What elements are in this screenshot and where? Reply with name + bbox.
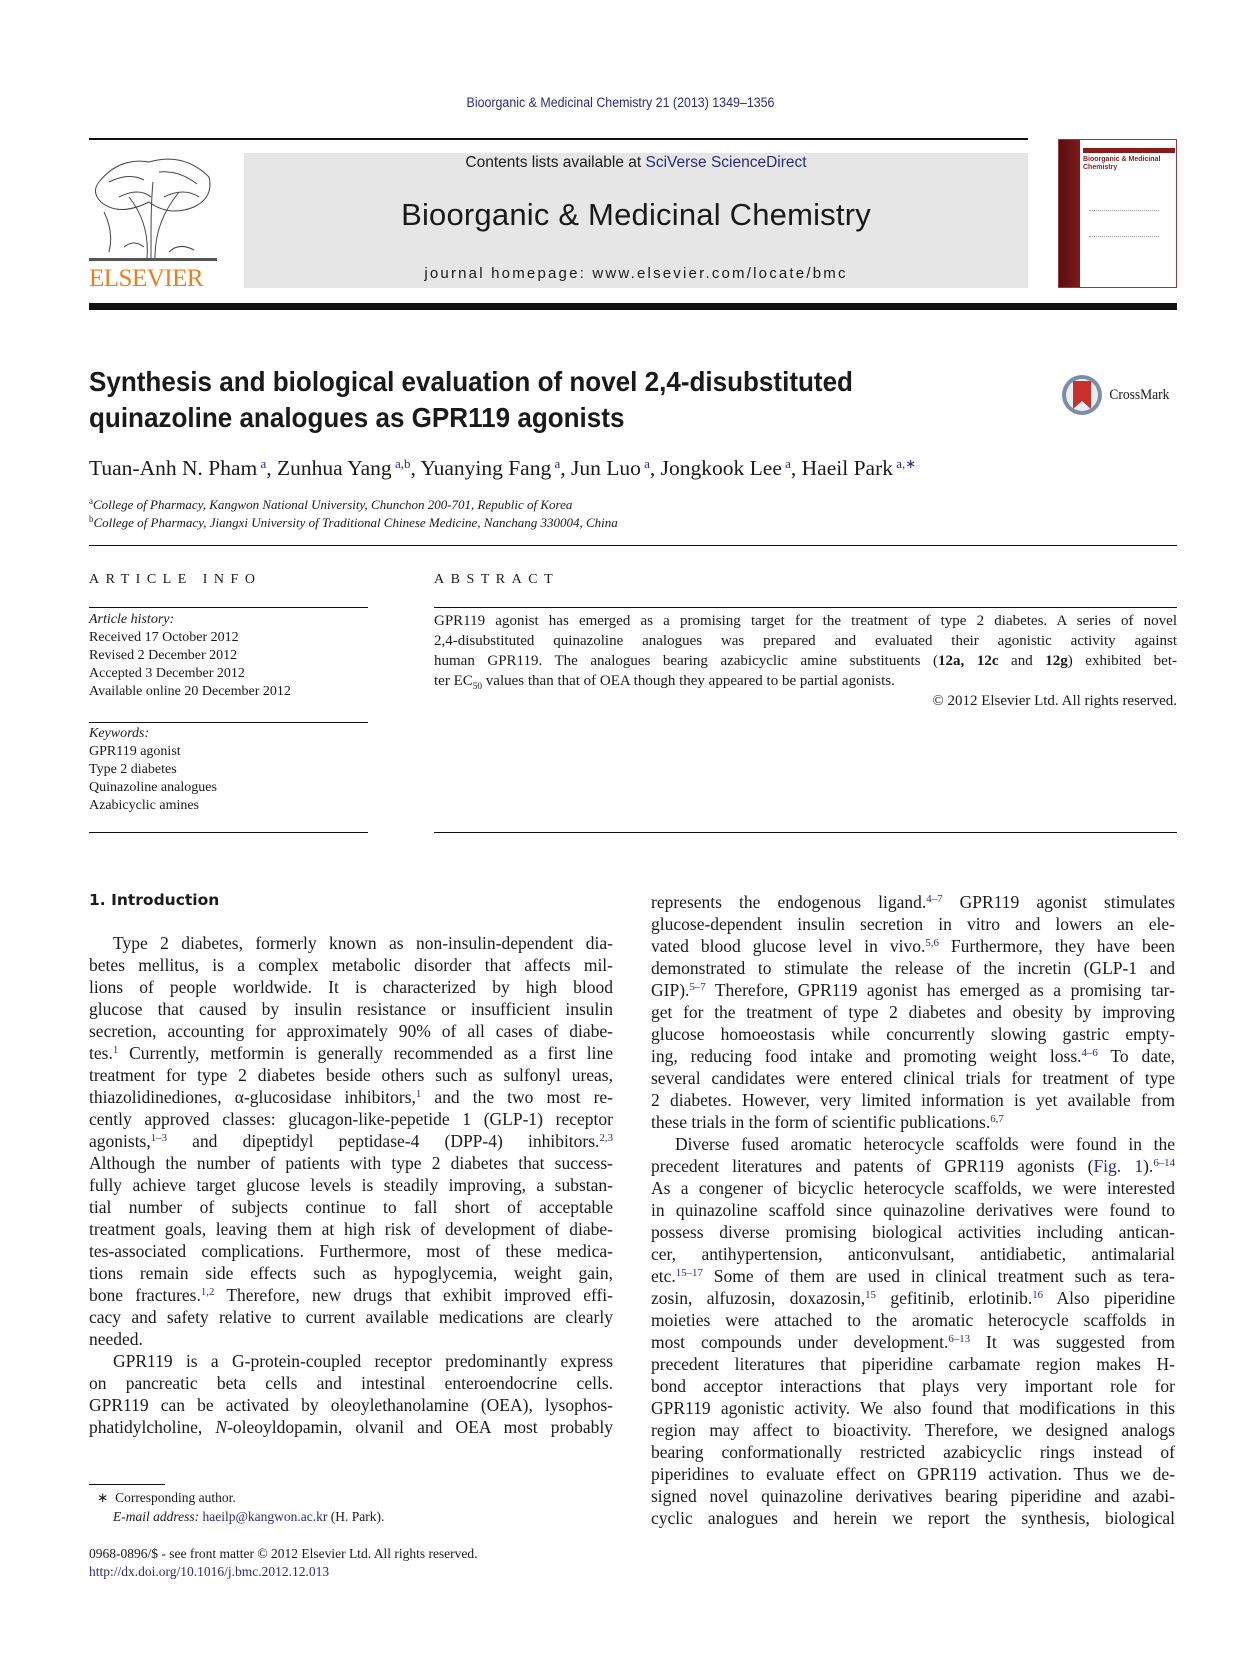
text-line: [89, 1284, 613, 1306]
text-run: As a congener of bicyclic heterocycle scaffolds, we were interested: [651, 1178, 1175, 1198]
text-run: ter EC: [434, 673, 473, 689]
text-line: [89, 1240, 613, 1262]
text-line: [651, 1331, 1175, 1353]
text-run: GPR119 agonist stimulates: [942, 892, 1175, 912]
elsevier-tree-logo: [89, 152, 217, 269]
text-line: [89, 1350, 613, 1372]
text-run: needed.: [89, 1329, 143, 1349]
affiliation-text: College of Pharmacy, Kangwon National University, Chunchon 200-701, Republic of Korea: [93, 497, 573, 512]
citation-ref[interactable]: 1: [415, 1088, 422, 1101]
text-run: precedent literatures that piperidine carbamate region makes H-: [651, 1354, 1175, 1374]
front-matter: 0968-0896/$ - see front matter © 2012 Elsevier Ltd. All rights reserved.: [89, 1546, 478, 1561]
text-run: ).: [1143, 1156, 1154, 1176]
text-line: [651, 913, 1175, 935]
citation-ref[interactable]: 1–3: [150, 1132, 168, 1145]
citation-ref[interactable]: 1,2: [200, 1286, 215, 1299]
text-line: [89, 1064, 613, 1086]
text-line: [651, 1023, 1175, 1045]
divider: [434, 607, 1177, 608]
italic-run: N: [215, 1417, 228, 1437]
paragraph: [651, 1133, 1175, 1529]
text-line: [434, 671, 1177, 691]
text-run: glucose-dependent insulin secretion in vitro and lowers an ele-: [651, 914, 1175, 934]
text-run: in quinazoline scaffold since quinazoline derivatives were found to: [651, 1200, 1175, 1220]
text-run: zosin, alfuzosin, doxazosin,: [651, 1288, 866, 1308]
keyword: Quinazoline analogues: [89, 780, 217, 795]
text-run: cyclic analogues and herein we report the synthesis, biological: [651, 1508, 1175, 1528]
text-run: and dipeptidyl peptidase-4 (DPP-4) inhibitors.: [167, 1131, 600, 1151]
affiliation-a: [89, 497, 572, 513]
history-online: Available online 20 December 2012: [89, 684, 291, 699]
text-line: [89, 1020, 613, 1042]
elsevier-wordmark: ELSEVIER: [89, 265, 204, 292]
citation-ref[interactable]: 15–17: [675, 1267, 703, 1280]
text-line: [651, 1309, 1175, 1331]
journal-cover-image: [1058, 139, 1177, 288]
author-affiliation-mark[interactable]: a: [781, 455, 791, 471]
separator: ,: [410, 456, 421, 480]
text-line: [89, 1262, 613, 1284]
text-line: [89, 1394, 613, 1416]
article-history: [89, 611, 291, 701]
text-run: thiazolidinediones, α-glucosidase inhibitors,: [89, 1087, 416, 1107]
compound-id: 12a, 12c: [938, 653, 999, 669]
contents-available: [244, 154, 1028, 172]
text-run: bone fractures.: [89, 1285, 201, 1305]
text-line: [651, 1265, 1175, 1287]
text-run: values than that of OEA though they appeared to be partial agonists.: [482, 673, 895, 689]
text-run: Therefore, new drugs that exhibit improved effi-: [214, 1285, 613, 1305]
text-line: [651, 1287, 1175, 1309]
author-affiliation-mark[interactable]: a,b: [391, 455, 411, 471]
text-line: [651, 1133, 1175, 1155]
text-run: Diverse fused aromatic heterocycle scaffolds were found in the: [675, 1134, 1175, 1154]
keyword: Azabicyclic amines: [89, 798, 200, 813]
text-run: treatment for type 2 diabetes beside others such as sulfonyl ureas,: [89, 1065, 613, 1085]
journal-title: Bioorganic & Medicinal Chemistry: [401, 197, 871, 232]
text-run: Therefore, GPR119 agonist has emerged as a promising tar-: [705, 980, 1175, 1000]
paragraph: [89, 932, 613, 1350]
text-line: [434, 631, 1177, 651]
text-line: [651, 1463, 1175, 1485]
subscript: 50: [472, 682, 483, 692]
text-run: Type 2 diabetes, formerly known as non-insulin-dependent dia-: [113, 933, 613, 953]
citation-ref[interactable]: 4–6: [1081, 1047, 1098, 1060]
divider: [89, 607, 368, 608]
text-run: Currently, metformin is generally recommended as a first line: [118, 1043, 613, 1063]
text-line: [651, 1177, 1175, 1199]
text-run: tes.: [89, 1043, 113, 1063]
text-line: [434, 651, 1177, 671]
abstract-body: [434, 611, 1177, 711]
text-line: [89, 998, 613, 1020]
text-run: agonists,: [89, 1131, 151, 1151]
keyword: GPR119 agonist: [89, 744, 181, 759]
paragraph: [651, 891, 1175, 1133]
text-run: GIP).: [651, 980, 690, 1000]
crossmark-label: CrossMark: [1109, 386, 1170, 403]
author-name: Jongkook Lee: [660, 456, 782, 480]
text-run: lions of people worldwide. It is characterized by high blood: [89, 977, 613, 997]
text-line: [651, 935, 1175, 957]
affiliation-mark: a: [89, 496, 93, 507]
text-run: tions remain side effects such as hypoglycemia, weight gain,: [89, 1263, 613, 1283]
text-line: [651, 1485, 1175, 1507]
text-line: [651, 1419, 1175, 1441]
right-column: [651, 891, 1175, 1529]
text-run: Also piperidine: [1043, 1288, 1176, 1308]
text-line: [89, 1196, 613, 1218]
text-run: region may affect to bioactivity. Therefore, we designed analogs: [651, 1420, 1175, 1440]
title-line-1: Synthesis and biological evaluation of novel 2,4-disubstituted: [89, 366, 853, 397]
text-run: GPR119 is a G-protein-coupled receptor predominantly express: [113, 1351, 613, 1371]
text-run: ing, reducing food intake and promoting weight loss.: [651, 1046, 1082, 1066]
text-run: 2 diabetes. However, very limited information is yet available from: [651, 1090, 1175, 1110]
citation-ref[interactable]: 4–7: [926, 893, 943, 906]
citation-ref[interactable]: 15: [865, 1289, 876, 1302]
text-run: precedent literatures and patents of GPR119 agonists (: [651, 1156, 1094, 1176]
text-run: cacy and safety relative to current available medications are clearly: [89, 1307, 613, 1327]
cover-title: Bioorganic & Medicinal Chemistry: [1083, 156, 1161, 171]
text-run: these trials in the form of scientific publications.: [651, 1112, 991, 1132]
text-run: cer, antihypertension, anticonvulsant, antidiabetic, antimalarial: [651, 1244, 1175, 1264]
text-line: [651, 891, 1175, 913]
history-accepted: Accepted 3 December 2012: [89, 666, 245, 681]
text-line: [89, 932, 613, 954]
text-line: [89, 1086, 613, 1108]
corresponding-footnote: [97, 1488, 236, 1507]
text-run: piperidines to evaluate effect on GPR119 activation. Thus we de-: [651, 1464, 1175, 1484]
history-label: Article history:: [89, 612, 175, 627]
text-line: [434, 611, 1177, 631]
text-line: [651, 1067, 1175, 1089]
header-thick-rule: [89, 303, 1177, 310]
email-link[interactable]: haeilp@kangwon.ac.kr: [202, 1509, 328, 1524]
citation-ref[interactable]: 2,3: [599, 1132, 613, 1145]
text-run: signed novel quinazoline derivatives bearing piperidine and azabi-: [651, 1486, 1175, 1506]
abstract-text: [434, 611, 1177, 691]
separator: ,: [266, 456, 278, 480]
text-run: glucose that caused by insulin resistance or insufficient insulin: [89, 999, 613, 1019]
cover-molecule-graphic: [1089, 210, 1159, 237]
journal-citation[interactable]: Bioorganic & Medicinal Chemistry 21 (2013) 1349–1356: [466, 95, 775, 110]
text-line: [89, 1174, 613, 1196]
text-run: Furthermore, they have been: [938, 936, 1175, 956]
text-run: most compounds under development.: [651, 1332, 949, 1352]
separator: ,: [790, 456, 802, 480]
citation-ref[interactable]: 6–13: [948, 1333, 971, 1346]
citation-ref[interactable]: 6–14: [1153, 1157, 1175, 1170]
text-run: get for the treatment of type 2 diabetes and obesity by improving: [651, 1002, 1175, 1022]
text-run: GPR119 can be activated by oleoylethanolamine (OEA), lysophos-: [89, 1395, 613, 1415]
text-run: ) exhibited bet-: [1067, 653, 1177, 669]
text-run: tes-associated complications. Furthermore, most of these medica-: [89, 1241, 613, 1261]
text-run: 2,4-disubstituted quinazoline analogues was prepared and evaluated their agonistic activity against: [434, 633, 1177, 649]
text-run: betes mellitus, is a complex metabolic disorder that affects mil-: [89, 955, 613, 975]
journal-banner: [244, 153, 1028, 288]
text-line: [651, 957, 1175, 979]
text-line: [89, 954, 613, 976]
paragraph: [89, 1350, 613, 1438]
text-line: [651, 1397, 1175, 1419]
text-line: [89, 1372, 613, 1394]
text-line: [651, 979, 1175, 1001]
footnote-rule: [89, 1484, 165, 1485]
text-run: secretion, accounting for approximately 90% of all cases of diabe-: [89, 1021, 613, 1041]
text-line: [651, 1089, 1175, 1111]
text-run: GPR119 agonistic activity. We also found that modifications in this: [651, 1398, 1175, 1418]
text-line: [651, 1375, 1175, 1397]
keywords-label: Keywords:: [89, 726, 150, 741]
asterisk: ∗: [97, 1490, 109, 1505]
title-line-2: quinazoline analogues as GPR119 agonists: [89, 402, 625, 433]
text-run: represents the endogenous ligand.: [651, 892, 927, 912]
corresponding-text: Corresponding author.: [115, 1490, 236, 1505]
email-suffix: (H. Park).: [327, 1509, 385, 1524]
text-line: [89, 1306, 613, 1328]
crossmark-badge[interactable]: [1060, 373, 1173, 417]
text-run: several candidates were entered clinical trials for treatment of type: [651, 1068, 1175, 1088]
left-column: [89, 932, 613, 1438]
abstract-heading: ABSTRACT: [434, 572, 560, 587]
sciencedirect-link[interactable]: SciVerse ScienceDirect: [645, 154, 807, 171]
text-run: tial number of subjects continue to fall short of acceptable: [89, 1197, 613, 1217]
text-run: treatment goals, leaving them at high risk of development of diabe-: [89, 1219, 613, 1239]
header-rule: [89, 138, 1028, 140]
affiliation-b: [89, 515, 618, 531]
author-affiliation-mark[interactable]: a: [257, 455, 267, 471]
text-run: human GPR119. The analogues bearing azabicyclic amine substituents (: [434, 653, 939, 669]
author-affiliation-mark[interactable]: a,∗: [893, 455, 917, 471]
text-run: demonstrated to stimulate the release of the incretin (GLP-1 and: [651, 958, 1175, 978]
text-line: [651, 1199, 1175, 1221]
text-run: phatidylcholine,: [89, 1417, 216, 1437]
text-line: [651, 1353, 1175, 1375]
text-run: vated blood glucose level in vivo.: [651, 936, 926, 956]
text-line: [89, 1218, 613, 1240]
email-footnote: [113, 1507, 384, 1526]
author-name: Jun Luo: [571, 456, 641, 480]
text-run: It was suggested from: [970, 1332, 1175, 1352]
cover-band: [1083, 148, 1175, 153]
author-name: Yuanying Fang: [420, 456, 552, 480]
text-run: Some of them are used in clinical treatment such as tera-: [702, 1266, 1175, 1286]
text-run: GPR119 agonist has emerged as a promising target for the treatment of type 2 diabetes. A series of novel: [434, 613, 1177, 629]
doi-link[interactable]: http://dx.doi.org/10.1016/j.bmc.2012.12.013: [89, 1564, 330, 1579]
abstract-copyright: © 2012 Elsevier Ltd. All rights reserved.: [932, 693, 1177, 709]
divider: [89, 832, 368, 833]
figure-link[interactable]: Fig. 1: [1093, 1156, 1144, 1176]
author-name: Haeil Park: [801, 456, 893, 480]
separator: ,: [560, 456, 571, 480]
divider: [89, 722, 368, 723]
text-line: [651, 1045, 1175, 1067]
text-line: [89, 1152, 613, 1174]
section-heading: 1. Introduction: [89, 891, 220, 909]
citation-ref[interactable]: 1: [112, 1044, 119, 1057]
text-line: [89, 1042, 613, 1064]
separator: ,: [649, 456, 661, 480]
text-run: etc.: [651, 1266, 676, 1286]
text-line: [651, 1111, 1175, 1133]
text-run: bearing conformationally restricted azabicyclic rings instead of: [651, 1442, 1175, 1462]
text-line: [89, 1416, 613, 1438]
text-line: [89, 1108, 613, 1130]
text-line: [89, 1328, 613, 1350]
text-run: glucose homoeostasis while concurrently slowing gastric empty-: [651, 1024, 1175, 1044]
text-line: [651, 1243, 1175, 1265]
text-line: [651, 1441, 1175, 1463]
text-run: and the two most re-: [421, 1087, 613, 1107]
divider: [434, 832, 1177, 833]
text-line: [89, 976, 613, 998]
text-line: [651, 1001, 1175, 1023]
compound-id: 12g: [1045, 653, 1068, 669]
text-line: [651, 1155, 1175, 1177]
author-affiliation-mark[interactable]: a: [551, 455, 561, 471]
text-run: on pancreatic beta cells and intestinal enteroendocrine cells.: [89, 1373, 613, 1393]
text-run: bond acceptor interactions that plays very important role for: [651, 1376, 1175, 1396]
author-name: Tuan-Anh N. Pham: [89, 456, 258, 480]
journal-homepage[interactable]: journal homepage: www.elsevier.com/locate/bmc: [424, 265, 848, 282]
author-name: Zunhua Yang: [277, 456, 392, 480]
citation-ref[interactable]: 16: [1032, 1289, 1044, 1302]
citation-ref[interactable]: 5,6: [925, 937, 939, 950]
article-title: [89, 364, 853, 436]
keywords: [89, 725, 217, 815]
text-line: [651, 1507, 1175, 1529]
affiliation-mark: b: [89, 514, 94, 525]
divider: [89, 545, 1177, 546]
text-line: [651, 1221, 1175, 1243]
keyword: Type 2 diabetes: [89, 762, 177, 777]
text-run: moieties were attached to the aromatic heterocycle scaffolds in: [651, 1310, 1175, 1330]
email-label: E-mail address:: [113, 1509, 203, 1524]
history-received: Received 17 October 2012: [89, 630, 239, 645]
text-run: -oleoyldopamin, olvanil and OEA most probably: [227, 1417, 613, 1437]
text-run: fully achieve target glucose levels is steadily improving, a substan-: [89, 1175, 613, 1195]
contents-prefix: Contents lists available at: [465, 154, 646, 171]
text-run: gefitinib, erlotinib.: [875, 1288, 1033, 1308]
paragraph: [434, 611, 1177, 691]
text-run: To date,: [1097, 1046, 1175, 1066]
text-run: Although the number of patients with type 2 diabetes that success-: [89, 1153, 613, 1173]
author-list: [89, 456, 916, 481]
author-affiliation-mark[interactable]: a: [640, 455, 650, 471]
history-revised: Revised 2 December 2012: [89, 648, 238, 663]
citation-ref[interactable]: 6,7: [990, 1113, 1004, 1126]
article-info-heading: ARTICLE INFO: [89, 572, 262, 587]
text-run: cently approved classes: glucagon-like-pepetide 1 (GLP-1) receptor: [89, 1109, 613, 1129]
text-run: and: [998, 653, 1046, 669]
text-run: possess diverse promising biological activities including antican-: [651, 1222, 1175, 1242]
affiliation-text: College of Pharmacy, Jiangxi University of Traditional Chinese Medicine, Nanchang 330004, China: [93, 515, 618, 530]
crossmark-icon: [1060, 373, 1104, 417]
text-line: [89, 1130, 613, 1152]
citation-ref[interactable]: 5–7: [689, 981, 706, 994]
